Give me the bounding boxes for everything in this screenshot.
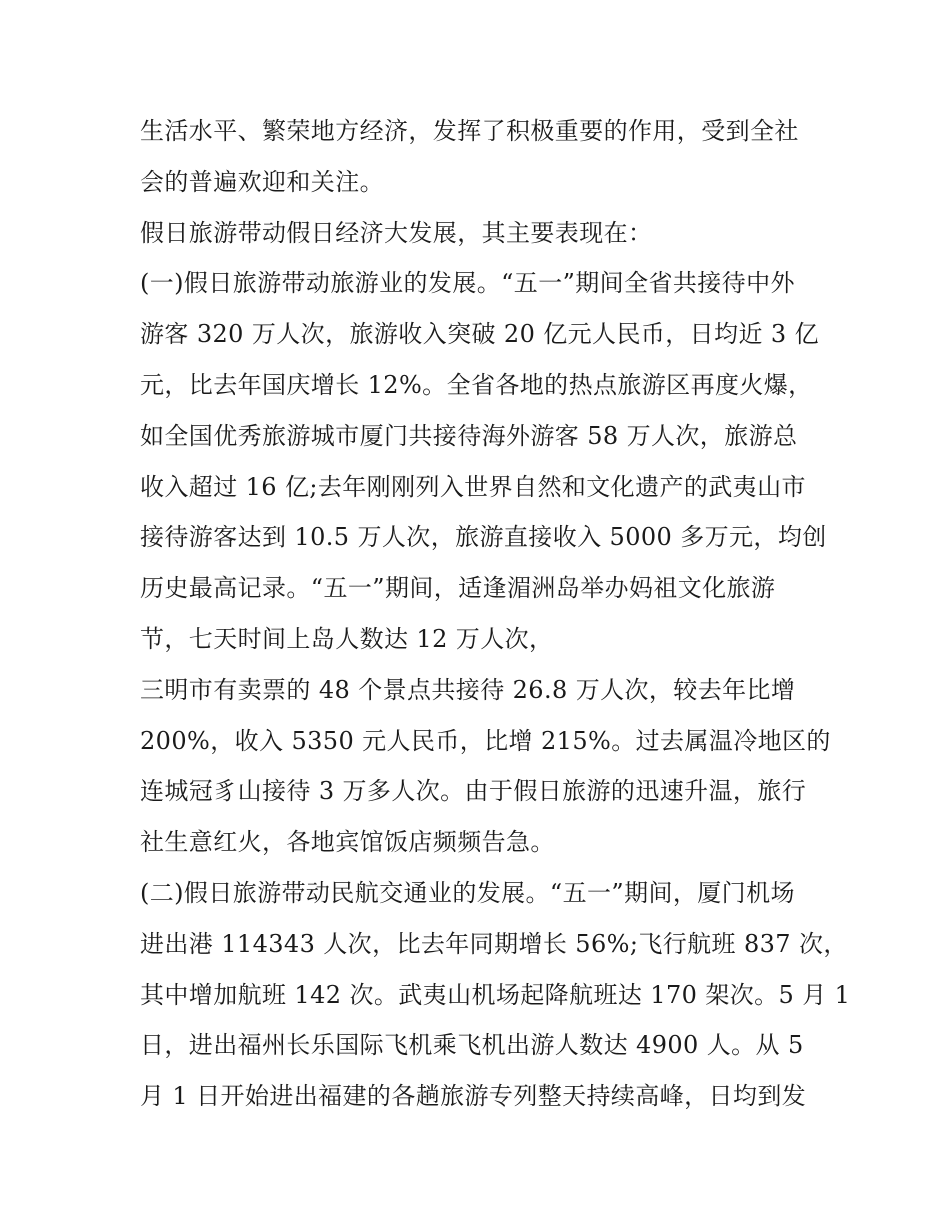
text-line: 社生意红火，各地宾馆饭店频频告急。	[140, 828, 555, 857]
text-line: 收入超过 16 亿;去年刚刚列入世界自然和文化遗产的武夷山市	[140, 472, 806, 501]
text-line: 节，七天时间上岛人数达 12 万人次，	[140, 624, 554, 653]
text-line: 月 1 日开始进出福建的各趟旅游专列整天持续高峰，日均到发	[140, 1082, 807, 1111]
text-line: 元，比去年国庆增长 12%。全省各地的热点旅游区再度火爆，	[140, 370, 813, 399]
text-line: 游客 320 万人次，旅游收入突破 20 亿元人民币，日均近 3 亿	[140, 320, 819, 349]
text-line: (二)假日旅游带动民航交通业的发展。“五一”期间，厦门机场	[140, 878, 795, 907]
text-line: 进出港 114343 人次，比去年同期增长 56%;飞行航班 837 次，	[140, 929, 848, 958]
document-body	[140, 106, 851, 1122]
text-line: 历史最高记录。“五一”期间，适逢湄洲岛举办妈祖文化旅游	[140, 574, 776, 603]
text-line: 200%，收入 5350 元人民币，比增 215%。过去属温冷地区的	[140, 726, 831, 755]
text-line: 如全国优秀旅游城市厦门共接待海外游客 58 万人次，旅游总	[140, 421, 798, 450]
text-line: 日，进出福州长乐国际飞机乘飞机出游人数达 4900 人。从 5	[140, 1031, 804, 1060]
text-line: 假日旅游带动假日经济大发展，其主要表现在：	[140, 218, 653, 247]
text-line: 三明市有卖票的 48 个景点共接待 26.8 万人次，较去年比增	[140, 675, 796, 704]
text-line: 会的普遍欢迎和关注。	[140, 167, 384, 196]
text-line: 生活水平、繁荣地方经济，发挥了积极重要的作用，受到全社	[140, 117, 799, 145]
text-line: 接待游客达到 10.5 万人次，旅游直接收入 5000 多万元，均创	[140, 523, 827, 552]
text-line: 连城冠豸山接待 3 万多人次。由于假日旅游的迅速升温，旅行	[140, 777, 807, 806]
text-line: 其中增加航班 142 次。武夷山机场起降航班达 170 架次。5 月 1	[140, 980, 851, 1009]
text-line: (一)假日旅游带动旅游业的发展。“五一”期间全省共接待中外	[140, 269, 795, 298]
